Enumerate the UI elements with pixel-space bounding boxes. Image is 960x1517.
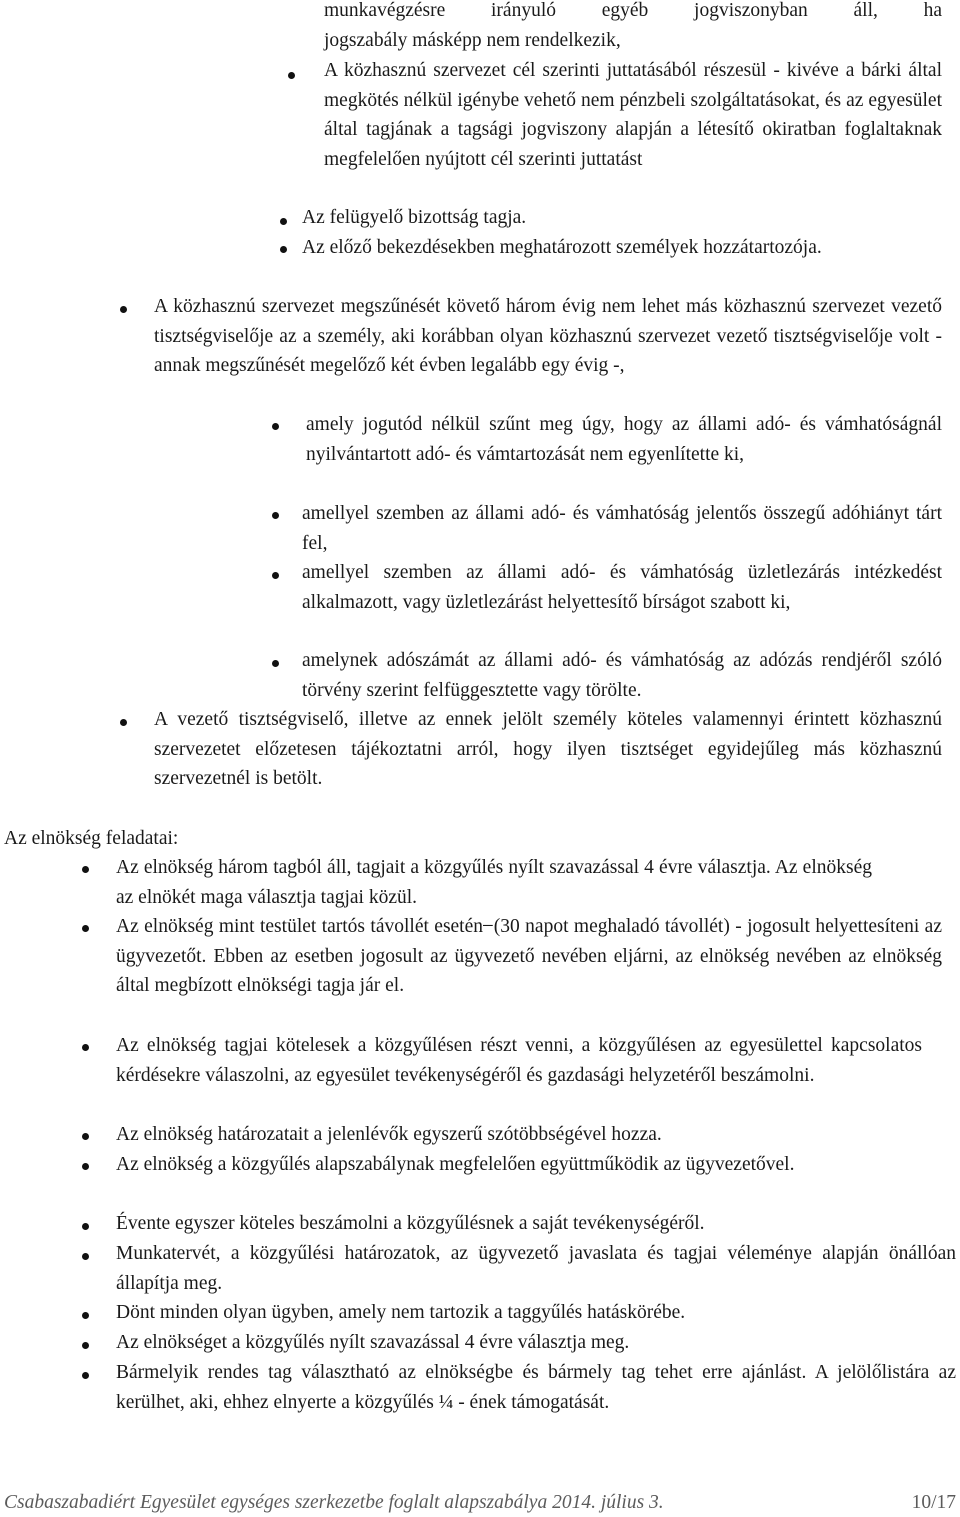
section-item: Az elnökség tagjai kötelesek a közgyűlésen részt venni, a közgyűlésen az egyesülettel kapcsolatos kérdésekre válaszolni, az egyesület tevékenységéről és gazdasági helyzetéről beszámolni. — [116, 1035, 922, 1086]
section-item: Az elnökség a közgyűlés alapszabálynak megfelelően együttműködik az ügyvezetővel. — [116, 1154, 795, 1175]
bullet-icon — [82, 866, 89, 873]
section-item: Bármelyik rendes tag választható az elnökségbe és bármely tag tehet erre ajánlást. A jelölőlistára az kerülhet, aki, ehhez elnyerte a közgyűlés ¼ - ének támogatását. — [116, 1362, 956, 1413]
bullet-icon — [272, 572, 279, 579]
section-item: Az elnökséget a közgyűlés nyílt szavazással 4 évre választja meg. — [116, 1332, 630, 1353]
bullet-icon — [272, 512, 279, 519]
nested-item: amely jogutód nélkül szűnt meg úgy, hogy az állami adó- és vámhatóságnál nyilvántartott adó- és vámtartozását nem egyenlítette ki, — [306, 414, 942, 465]
sub-item: Az felügyelő bizottság tagja. — [302, 207, 527, 228]
main-item: A vezető tisztségviselő, illetve az ennek jelölt személy köteles valamennyi érintett közhasznú szervezetet előzetesen tájékoztatni arról, hogy ilyen tisztséget egyidejűleg más közhasznú szervezetnél is betölt. — [154, 709, 942, 790]
section-item: Munkatervét, a közgyűlési határozatok, az ügyvezető javaslata és tagjai véleménye alapján önállóan állapítja meg. — [116, 1243, 956, 1294]
nested-item: amellyel szemben az állami adó- és vámhatóság jelentős összegű adóhiányt tárt fel, — [302, 503, 942, 554]
bullet-icon — [280, 218, 287, 225]
bullet-icon — [82, 1372, 89, 1379]
section-item: Az elnökség mint testület tartós távollét esetén ̶ (30 napot meghaladó távollét) - jogosult helyettesíteni az ügyvezetőt. Ebben az esetben jogosult az ügyvezető nevében eljárni, az elnökség nevében az elnökség által megbízott elnökségi tagja jár el. — [116, 916, 942, 997]
bullet-icon — [272, 423, 279, 430]
bullet-icon — [82, 1223, 89, 1230]
continuation-text — [324, 0, 942, 55]
bullet-icon — [120, 306, 127, 313]
bullet-icon — [82, 1342, 89, 1349]
bullet-icon — [82, 1253, 89, 1260]
sub-item: Az előző bekezdésekben meghatározott személyek hozzátartozója. — [302, 237, 822, 258]
nested-item: amellyel szemben az állami adó- és vámhatóság üzletlezárás intézkedést alkalmazott, vagy üzletlezárást helyettesítő bírságot szabott ki, — [302, 562, 942, 613]
bullet-icon — [82, 925, 89, 932]
section-item: Az elnökség határozatait a jelenlévők egyszerű szótöbbségével hozza. — [116, 1124, 662, 1145]
page-number: 10/17 — [911, 1492, 956, 1513]
bullet-icon — [82, 1044, 89, 1051]
main-item: A közhasznú szervezet megszűnését követő három évig nem lehet más közhasznú szervezet vezető tisztségviselője az a személy, aki korábban olyan közhasznú szervezet vezető tisztségviselője volt - annak megszűnését megelőző két évben legalább egy évig -, — [154, 296, 942, 377]
bullet-icon — [280, 246, 287, 253]
sub-item: A közhasznú szervezet cél szerinti juttatásából részesül - kivéve a bárki által megkötés nélkül igénybe vehető nem pénzbeli szolgáltatásokat, és az egyesület által tagjának a tagsági jogviszony alapján a létesítő okiratban foglaltaknak megfelelően nyújtott cél szerinti juttatást — [324, 60, 942, 170]
bullet-icon — [82, 1312, 89, 1319]
nested-item: amelynek adószámát az állami adó- és vámhatóság az adózás rendjéről szóló törvény szerint felfüggesztette vagy törölte. — [302, 650, 942, 701]
section-item: Évente egyszer köteles beszámolni a közgyűlésnek a saját tevékenységéről. — [116, 1213, 705, 1234]
section-heading: Az elnökség feladatai: — [4, 828, 179, 849]
bullet-icon — [120, 719, 127, 726]
section-item: Az elnökség három tagból áll, tagjait a közgyűlés nyílt szavazással 4 évre választja. Az elnökség az elnökét maga választja tagjai közül. — [116, 857, 872, 908]
bullet-icon — [82, 1133, 89, 1140]
bullet-icon — [82, 1163, 89, 1170]
section-item: Dönt minden olyan ügyben, amely nem tartozik a taggyűlés hatáskörébe. — [116, 1302, 686, 1323]
bullet-icon — [272, 660, 279, 667]
continuation-line: munkavégzésre irányuló egyéb jogviszonyban áll, ha — [324, 0, 942, 21]
continuation-line: jogszabály másképp nem rendelkezik, — [324, 29, 621, 51]
page-footer — [4, 1488, 956, 1517]
footer-title: Csabaszabadiért Egyesület egységes szerkezetbe foglalt alapszabálya 2014. július 3. — [4, 1492, 664, 1513]
bullet-icon — [288, 72, 295, 79]
